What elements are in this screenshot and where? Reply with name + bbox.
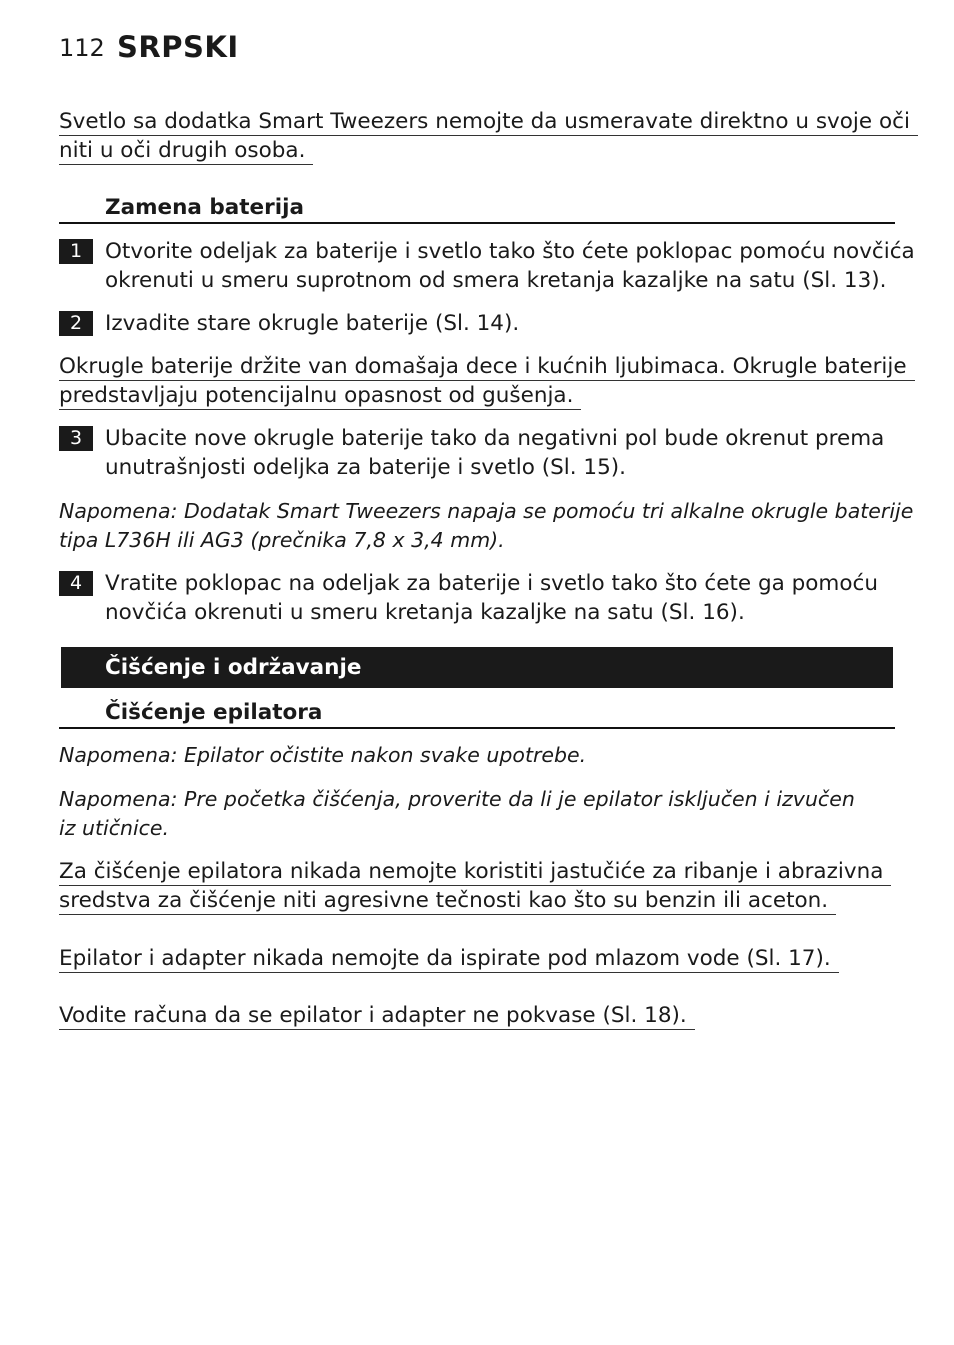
step-number: 3 <box>59 426 93 451</box>
warning-line: Epilator i adapter nikada nemojte da ispirate pod mlazom vode (Sl. 17). <box>59 946 839 973</box>
step-text: Vratite poklopac na odeljak za baterije i svetlo tako što ćete ga pomoću <box>105 571 878 596</box>
warning-light-eyes <box>59 107 918 165</box>
step-4 <box>59 569 899 627</box>
note-clean-after-use: Napomena: Epilator očistite nakon svake upotrebe. <box>59 743 587 767</box>
step-number: 2 <box>59 311 93 336</box>
warning-rinse <box>59 944 839 973</box>
step-text: Izvadite stare okrugle baterije (Sl. 14). <box>105 311 520 336</box>
step-number: 4 <box>59 571 93 596</box>
warning-keep-dry <box>59 1001 695 1030</box>
warning-line: Okrugle baterije držite van domašaja dece i kućnih ljubimaca. Okrugle baterije <box>59 354 915 381</box>
step-3 <box>59 424 899 482</box>
warning-line: Za čišćenje epilatora nikada nemojte koristiti jastučiće za ribanje i abrazivna <box>59 859 891 886</box>
step-text: Otvorite odeljak za baterije i svetlo tako što ćete poklopac pomoću novčića <box>105 239 915 264</box>
step-number: 1 <box>59 239 93 264</box>
note-battery-type: Napomena: Dodatak Smart Tweezers napaja se pomoću tri alkalne okrugle baterije tipa L736H ili AG3 (prečnika 7,8 x 3,4 mm). <box>59 499 914 552</box>
step-2 <box>59 309 899 338</box>
warning-line: predstavljaju potencijalnu opasnost od gušenja. <box>59 383 581 410</box>
step-text: Ubacite nove okrugle baterije tako da negativni pol bude okrenut prema <box>105 426 885 451</box>
step-1 <box>59 237 915 295</box>
step-text: novčića okrenuti u smeru kretanja kazaljke na satu (Sl. 16). <box>105 600 745 625</box>
warning-line: sredstva za čišćenje niti agresivne tečnosti kao što su benzin ili aceton. <box>59 888 836 915</box>
warning-line: Vodite računa da se epilator i adapter ne pokvase (Sl. 18). <box>59 1003 695 1030</box>
page-number: 112 <box>59 34 105 62</box>
subheading-battery-replacement: Zamena baterija <box>59 194 895 224</box>
step-text: okrenuti u smeru suprotnom od smera kretanja kazaljke na satu (Sl. 13). <box>105 268 887 293</box>
warning-line: niti u oči drugih osoba. <box>59 138 313 165</box>
warning-line: Svetlo sa dodatka Smart Tweezers nemojte da usmeravate direktno u svoje oči <box>59 109 918 136</box>
warning-abrasives <box>59 857 891 915</box>
subheading-cleaning-epilator: Čišćenje epilatora <box>59 699 895 729</box>
step-text: unutrašnjosti odeljka za baterije i svetlo (Sl. 15). <box>105 455 627 480</box>
section-bar-cleaning: Čišćenje i održavanje <box>61 647 893 688</box>
note-switch-off: Napomena: Pre početka čišćenja, proverite da li je epilator isključen i izvučen iz utičnice. <box>59 787 855 840</box>
language-title: SRPSKI <box>117 30 239 64</box>
warning-choking-hazard <box>59 352 915 410</box>
